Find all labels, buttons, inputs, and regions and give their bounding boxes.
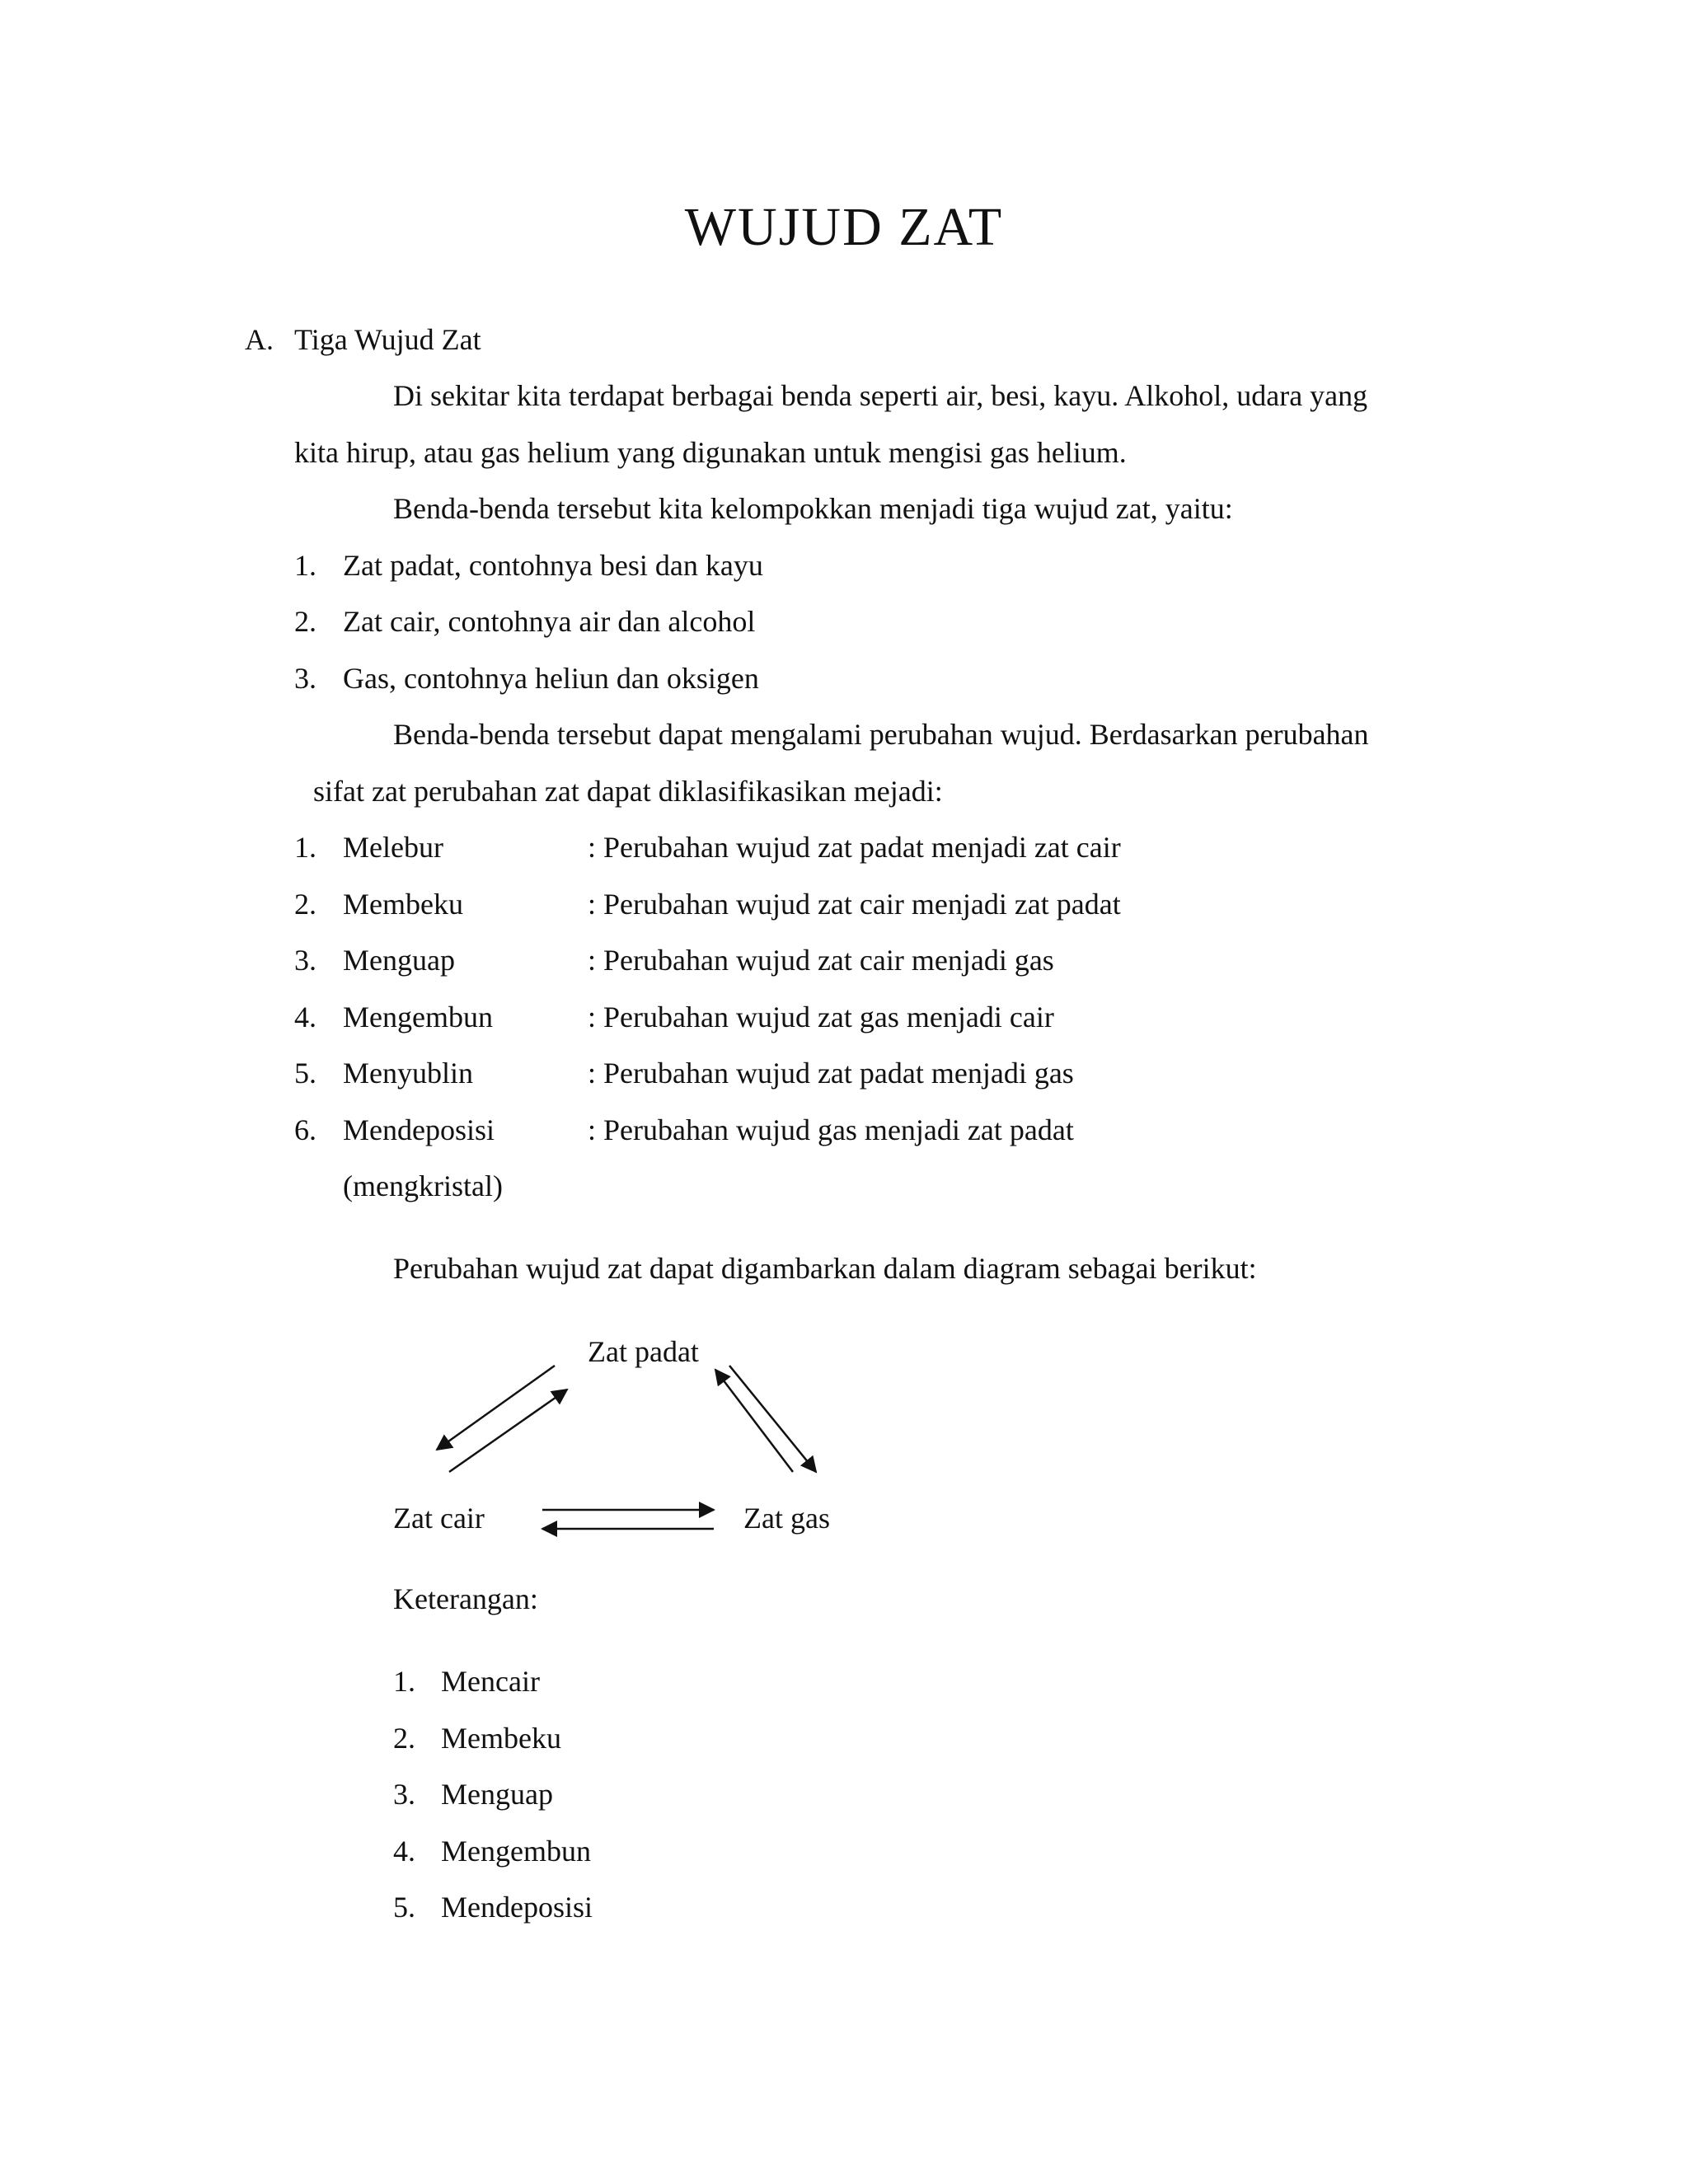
arrow-solid-to-gas bbox=[729, 1366, 816, 1472]
arrow-solid-to-liquid bbox=[437, 1366, 555, 1450]
change-term: Mengembun bbox=[343, 1001, 493, 1033]
change-desc: : Perubahan wujud zat gas menjadi cair bbox=[588, 1001, 1054, 1033]
legend-heading: Keterangan: bbox=[393, 1582, 538, 1615]
legend-num: 3. bbox=[393, 1778, 415, 1811]
change-num: 3. bbox=[294, 944, 316, 977]
change-desc: : Perubahan wujud gas menjadi zat padat bbox=[588, 1113, 1074, 1146]
legend-text: Membeku bbox=[441, 1722, 561, 1755]
arrow-liquid-to-solid bbox=[449, 1390, 567, 1472]
change-num: 4. bbox=[294, 1001, 316, 1033]
change-6-extra: (mengkristal) bbox=[343, 1169, 503, 1202]
legend-num: 1. bbox=[393, 1665, 415, 1698]
change-num: 6. bbox=[294, 1113, 316, 1146]
legend-text: Mencair bbox=[441, 1665, 540, 1698]
change-term: Mendeposisi bbox=[343, 1113, 495, 1146]
section-heading: Tiga Wujud Zat bbox=[294, 323, 481, 356]
change-num: 2. bbox=[294, 888, 316, 921]
legend-num: 4. bbox=[393, 1835, 415, 1868]
diagram-gas-label: Zat gas bbox=[743, 1502, 830, 1535]
change-intro-line-2: sifat zat perubahan zat dapat diklasifikasikan mejadi: bbox=[313, 775, 943, 808]
change-term: Membeku bbox=[343, 888, 463, 921]
intro-line-1: Di sekitar kita terdapat berbagai benda seperti air, besi, kayu. Alkohol, udara yang bbox=[393, 379, 1368, 412]
state-num: 2. bbox=[294, 605, 316, 638]
diagram-intro: Perubahan wujud zat dapat digambarkan dalam diagram sebagai berikut: bbox=[393, 1252, 1257, 1285]
legend-num: 2. bbox=[393, 1722, 415, 1755]
change-term: Menguap bbox=[343, 944, 455, 977]
diagram-liquid-label: Zat cair bbox=[393, 1502, 485, 1535]
state-num: 3. bbox=[294, 662, 316, 695]
state-text: Zat cair, contohnya air dan alcohol bbox=[343, 605, 756, 638]
change-num: 1. bbox=[294, 831, 316, 864]
change-desc: : Perubahan wujud zat cair menjadi zat padat bbox=[588, 888, 1121, 921]
state-text: Gas, contohnya heliun dan oksigen bbox=[343, 662, 759, 695]
change-desc: : Perubahan wujud zat cair menjadi gas bbox=[588, 944, 1054, 977]
page-title: WUJUD ZAT bbox=[684, 197, 1004, 257]
legend-text: Mendeposisi bbox=[441, 1891, 593, 1924]
change-desc: : Perubahan wujud zat padat menjadi zat cair bbox=[588, 831, 1121, 864]
change-num: 5. bbox=[294, 1057, 316, 1090]
arrow-gas-to-solid bbox=[715, 1370, 793, 1472]
diagram-solid-label: Zat padat bbox=[588, 1335, 699, 1368]
change-term: Melebur bbox=[343, 831, 443, 864]
legend-text: Mengembun bbox=[441, 1835, 591, 1868]
change-term: Menyublin bbox=[343, 1057, 473, 1090]
legend-num: 5. bbox=[393, 1891, 415, 1924]
intro-line-2: kita hirup, atau gas helium yang digunakan untuk mengisi gas helium. bbox=[294, 436, 1127, 469]
intro-line-3: Benda-benda tersebut kita kelompokkan menjadi tiga wujud zat, yaitu: bbox=[393, 492, 1233, 525]
state-text: Zat padat, contohnya besi dan kayu bbox=[343, 549, 763, 582]
state-num: 1. bbox=[294, 549, 316, 582]
section-marker: A. bbox=[245, 323, 274, 356]
change-intro-line-1: Benda-benda tersebut dapat mengalami perubahan wujud. Berdasarkan perubahan bbox=[393, 718, 1369, 751]
change-desc: : Perubahan wujud zat padat menjadi gas bbox=[588, 1057, 1074, 1090]
legend-text: Menguap bbox=[441, 1778, 553, 1811]
